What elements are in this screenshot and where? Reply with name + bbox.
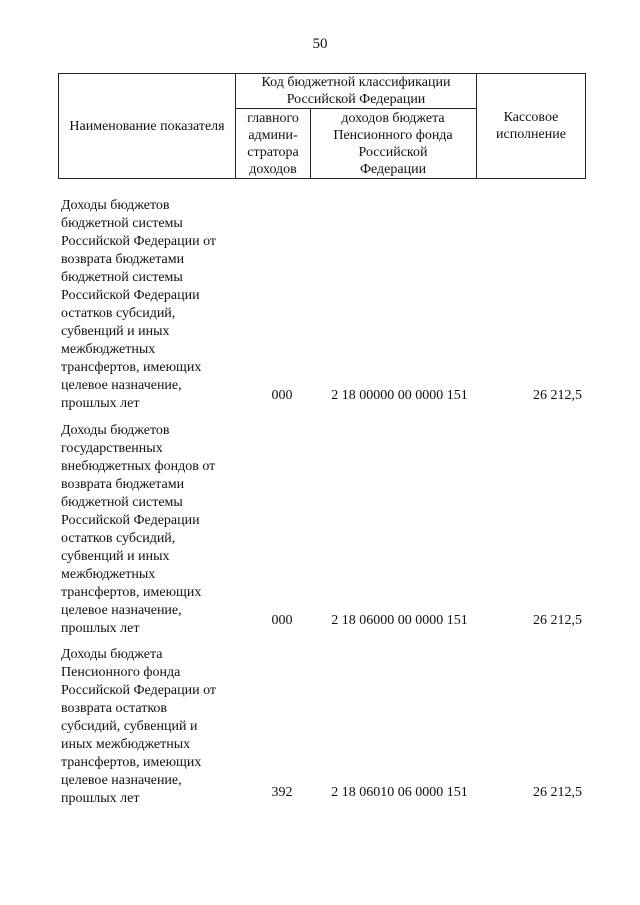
row-name: Доходы бюджетов государственных внебюджетных фондов от возврата бюджетами бюджетной системы Российской Федерации остатков субсидий, субвенций и иных межбюджетных трансфертов, имеющих целевое назначение, прошлых лет: [61, 423, 216, 636]
header-divider-2: [310, 108, 311, 179]
header-divider-1: [235, 73, 236, 179]
table-header: [58, 73, 586, 179]
row-budget-code: 2 18 06000 00 0000 151: [331, 613, 468, 628]
table-row: [0, 197, 640, 413]
row-budget-code: 2 18 00000 00 0000 151: [331, 388, 468, 403]
header-divider-3: [476, 73, 477, 179]
row-admin-code: 392: [271, 785, 293, 800]
row-amount: 26 212,5: [533, 388, 582, 403]
header-execution-column: Кассовое исполнение: [496, 110, 566, 142]
row-admin-code: 000: [271, 388, 293, 403]
header-admin-column: главного админи-стратора доходов: [247, 110, 299, 177]
row-name: Доходы бюджета Пенсионного фонда Российской Федерации от возврата остатков субсидий, субвенций и иных межбюджетных трансфертов, имеющих целевое назначение, прошлых лет: [61, 647, 217, 806]
page-number: 50: [312, 36, 328, 52]
row-budget-code: 2 18 06010 06 0000 151: [331, 785, 468, 800]
header-right-border: [585, 73, 586, 179]
row-amount: 26 212,5: [533, 785, 582, 800]
row-amount: 26 212,5: [533, 613, 582, 628]
row-name: Доходы бюджетов бюджетной системы Российской Федерации от возврата бюджетами бюджетной системы Российской Федерации остатков субсидий, субвенций и иных межбюджетных трансфертов, имеющих целевое назначение, прошлых лет: [61, 198, 217, 411]
table-row: [0, 646, 640, 808]
header-bottom-border: [58, 178, 586, 179]
header-kbk-group: Код бюджетной классификации Российской Федерации: [261, 75, 451, 107]
row-admin-code: 000: [271, 613, 293, 628]
header-income-column: доходов бюджета Пенсионного фонда Российской Федерации: [333, 110, 453, 177]
header-name-column: Наименование показателя: [69, 118, 225, 134]
table-row: [0, 422, 640, 638]
